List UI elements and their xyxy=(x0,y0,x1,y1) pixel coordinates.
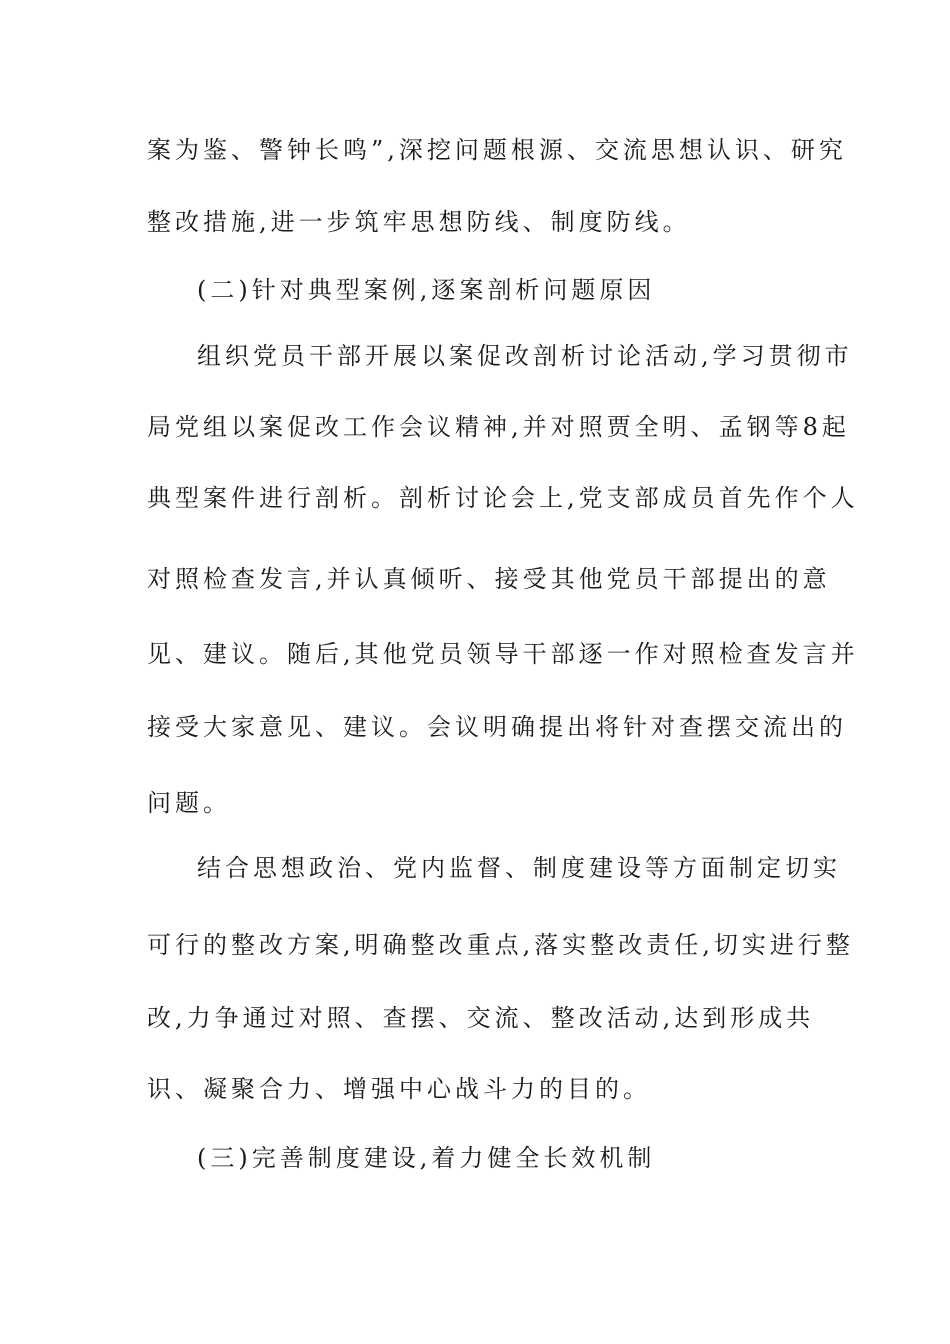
paragraph-start-line: 结合思想政治、党内监督、制度建设等方面制定切实 xyxy=(197,854,841,882)
body-text-line: 接受大家意见、建议。会议明确提出将针对查摆交流出的 xyxy=(147,713,847,741)
body-text-line: 见、建议。随后,其他党员领导干部逐一作对照检查发言并 xyxy=(147,640,859,668)
body-text-line: 对照检查发言,并认真倾听、接受其他党员干部提出的意 xyxy=(147,565,831,593)
section-heading-2: (二)针对典型案例,逐案剖析问题原因 xyxy=(197,276,656,304)
section-heading-3: (三)完善制度建设,着力健全长效机制 xyxy=(197,1144,656,1172)
body-text-line: 问题。 xyxy=(147,789,231,817)
paragraph-start-line: 组织党员干部开展以案促改剖析讨论活动,学习贯彻市 xyxy=(197,342,853,370)
body-text-line: 典型案件进行剖析。剖析讨论会上,党支部成员首先作个人 xyxy=(147,484,859,512)
body-text-line: 案为鉴、警钟长鸣”,深挖问题根源、交流思想认识、研究 xyxy=(147,136,847,164)
body-text-line: 局党组以案促改工作会议精神,并对照贾全明、孟钢等8起 xyxy=(147,413,850,441)
body-text-line: 整改措施,进一步筑牢思想防线、制度防线。 xyxy=(147,208,691,236)
body-text-line: 可行的整改方案,明确整改重点,落实整改责任,切实进行整 xyxy=(147,931,854,959)
body-text-line: 改,力争通过对照、查摆、交流、整改活动,达到形成共 xyxy=(147,1004,815,1032)
body-text-line: 识、凝聚合力、增强中心战斗力的目的。 xyxy=(147,1075,651,1103)
